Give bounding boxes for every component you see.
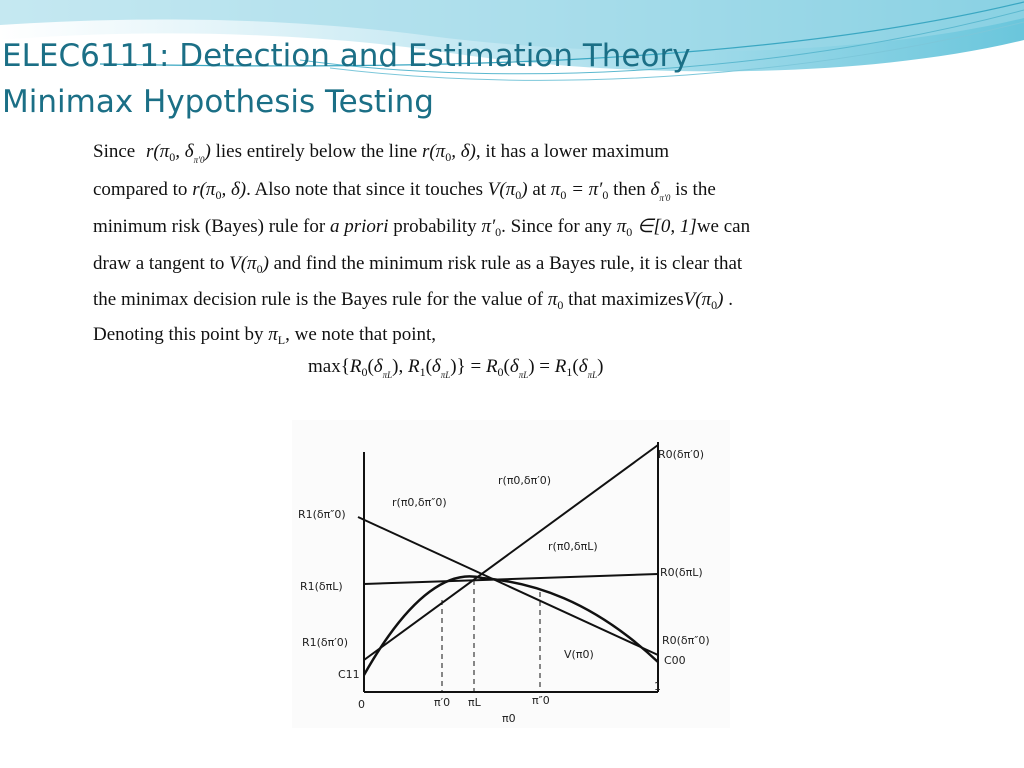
label-c00: C00 [664, 654, 686, 667]
label-pi-L: πL [468, 696, 481, 709]
label-r1-double: R1(δπ″0) [298, 508, 346, 521]
math-expression: $\delta_{\pi'0}$ [650, 179, 671, 203]
v-curve [364, 576, 658, 675]
body-text-span: Since [93, 141, 136, 162]
label-c11: C11 [338, 668, 360, 681]
label-r-prime: r(π0,δπ′0) [498, 474, 552, 487]
body-text-span: Denoting this point by [93, 324, 264, 345]
body-line-5 [93, 288, 733, 312]
line-r-pi-double [358, 517, 658, 655]
label-r1-prime: R1(δπ′0) [302, 636, 349, 649]
body-line-4 [93, 252, 742, 276]
body-text-span: . [728, 289, 733, 310]
body-text-span: a priori [329, 216, 389, 237]
body-text-span: we can [696, 216, 751, 237]
minimax-equation: $\max\{R_0(\delta_{\pi L})$, $R_1(\delta_{\pi L})\} = R_0(\delta_{\pi L}) = R_1(\delta_{\pi L})$ [308, 356, 604, 380]
math-expression: $V(\pi_0)$ [229, 253, 269, 276]
slide-title-line1: ELEC6111: Detection and Estimation Theory [2, 38, 691, 74]
body-text-span: . Also note that since it touches [246, 179, 484, 200]
body-text-span: compared to [93, 179, 188, 200]
label-origin: 0 [358, 698, 365, 711]
body-text-span: at [532, 179, 547, 200]
label-one: 1 [654, 680, 661, 693]
body-text-span: is the [675, 179, 716, 200]
body-text-span: , it has a lower maximum [475, 141, 669, 162]
label-r0-L: R0(δπL) [660, 566, 703, 579]
body-text-span: that maximizes [568, 289, 684, 310]
math-expression: $\pi'_0$ [481, 216, 502, 239]
math-expression: $\pi_0$ [547, 289, 564, 312]
math-expression: $\pi_0$ ∈[0, 1] [616, 216, 697, 239]
label-pi-prime: π′0 [434, 696, 451, 709]
x-axis-label: π0 [502, 712, 516, 725]
body-text-span: probability [393, 216, 477, 237]
math-expression: $r(\pi_0$, δ) [421, 141, 476, 164]
math-expression: $r(\pi_0$, $\delta_{\pi'0}$) [145, 141, 211, 165]
body-line-6 [93, 323, 436, 347]
math-expression: $\pi_0 = \pi'_0$ [550, 179, 609, 202]
label-r0-prime: R0(δπ′0) [658, 448, 705, 461]
label-v-curve: V(π0) [564, 648, 594, 661]
risk-curve-svg [292, 420, 730, 728]
body-line-2 [93, 178, 716, 202]
label-r0-double: R0(δπ″0) [662, 634, 710, 647]
body-text-span: the minimax decision rule is the Bayes rule for the value of [93, 289, 544, 310]
math-expression: $V(\pi_0)$ [487, 179, 528, 202]
body-text-span: then [613, 179, 646, 200]
label-pi-double: π″0 [532, 694, 550, 707]
math-expression: $r(\pi_0$, δ) [192, 179, 247, 202]
body-text-span: . Since for any [501, 216, 612, 237]
body-text-span: , we note that point, [285, 324, 437, 345]
body-text-span: and find the minimum risk rule as a Bayes rule, it is clear that [273, 253, 743, 274]
body-line-1 [93, 140, 669, 164]
risk-curve-figure [292, 420, 730, 728]
slide-title-line2: Minimax Hypothesis Testing [2, 84, 434, 120]
math-expression: $V(\pi_0)$ [683, 289, 724, 312]
body-text-span: minimum risk (Bayes) rule for [93, 216, 326, 237]
body-text-span: draw a tangent to [93, 253, 225, 274]
label-r1-L: R1(δπL) [300, 580, 343, 593]
body-line-3 [93, 215, 750, 239]
math-expression: $\pi_L$ [268, 324, 286, 347]
label-r-L: r(π0,δπL) [548, 540, 598, 553]
body-text-span: lies entirely below the line [215, 141, 418, 162]
label-r-double: r(π0,δπ″0) [392, 496, 447, 509]
